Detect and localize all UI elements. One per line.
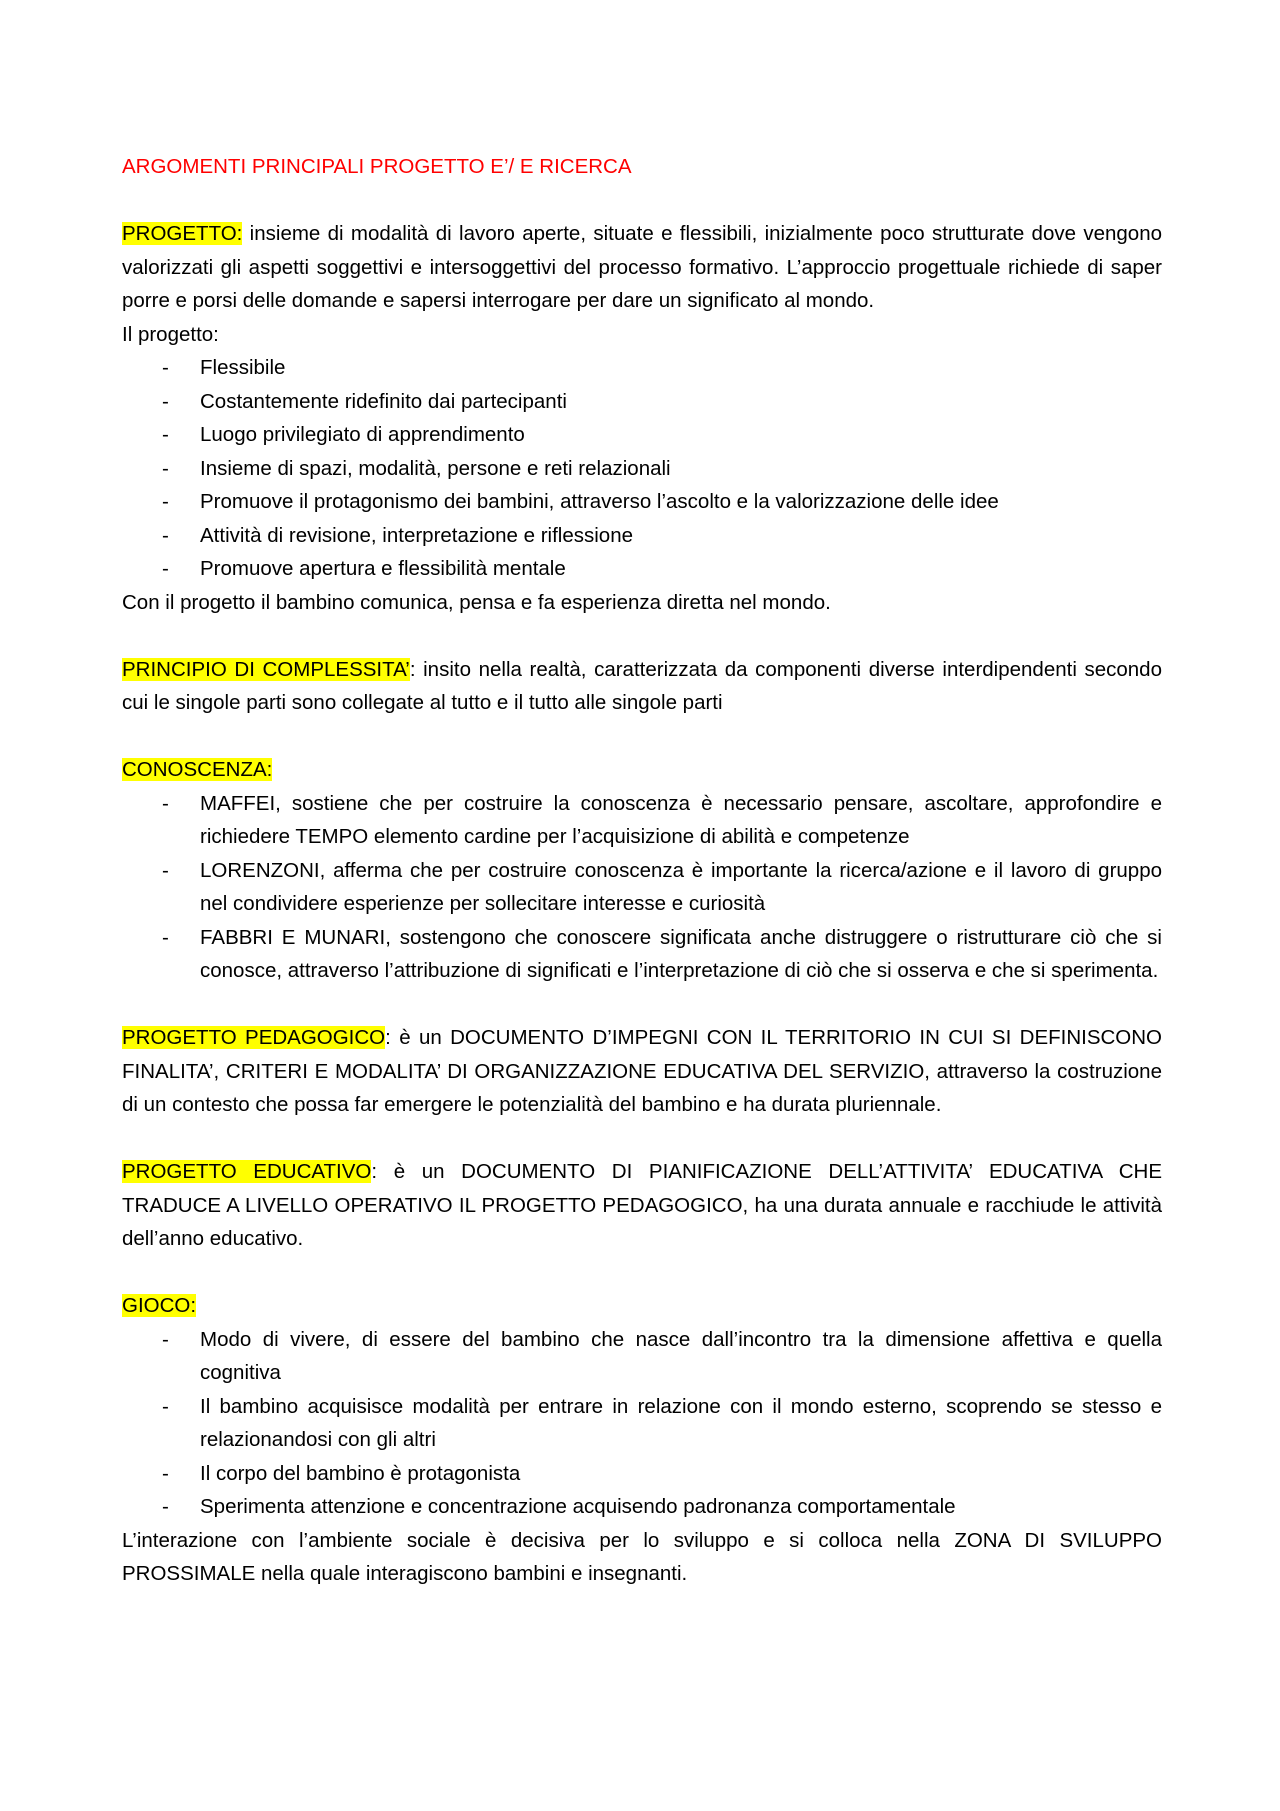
conoscenza-label: CONOSCENZA: <box>122 758 273 781</box>
progetto-closing: Con il progetto il bambino comunica, pensa e fa esperienza diretta nel mondo. <box>122 590 831 614</box>
dash-bullet: - <box>162 1394 169 1418</box>
gioco-heading <box>122 1289 1162 1323</box>
dash-bullet: - <box>162 490 169 513</box>
list-item <box>122 552 1162 586</box>
gioco-list <box>122 1323 1162 1524</box>
conoscenza-list <box>122 787 1162 988</box>
list-item <box>122 1457 1162 1491</box>
gioco-closing: L’interazione con l’ambiente sociale è decisiva per lo sviluppo e si colloca nella ZONA DI SVILUPPO PROSSIMALE nella quale interagiscono bambini e insegnanti. <box>122 1528 1162 1585</box>
spacer <box>122 988 1162 1022</box>
educativo-label: PROGETTO EDUCATIVO <box>122 1160 372 1183</box>
pedagogico-text: : è un DOCUMENTO D’IMPEGNI CON IL TERRITORIO IN CUI SI DEFINISCONO FINALITA’, CRITERI E MODALITA’ DI ORGANIZZAZIONE EDUCATIVA DEL SERVIZIO, attraverso la costruzione di un contesto che possa far emergere le potenzialità del bambino e ha durata pluriennale. <box>122 1026 1163 1116</box>
list-item-text: Il corpo del bambino è protagonista <box>200 1461 521 1485</box>
spacer <box>122 1256 1162 1290</box>
progetto-intro: Il progetto: <box>122 322 219 346</box>
complessita-paragraph <box>122 653 1162 720</box>
list-item <box>122 519 1162 553</box>
list-item <box>122 921 1162 988</box>
dash-bullet: - <box>162 858 169 882</box>
list-item-text: Attività di revisione, interpretazione e riflessione <box>200 523 633 547</box>
dash-bullet: - <box>162 1327 169 1351</box>
list-item-text: Modo di vivere, di essere del bambino che nasce dall’incontro tra la dimensione affettiva e quella cognitiva <box>200 1327 1162 1384</box>
list-item <box>122 854 1162 921</box>
list-item-text: Sperimenta attenzione e concentrazione acquisendo padronanza comportamentale <box>200 1495 956 1518</box>
list-item-text: Promuove il protagonismo dei bambini, attraverso l’ascolto e la valorizzazione delle idee <box>200 490 999 513</box>
list-item <box>122 485 1162 519</box>
dash-bullet: - <box>162 523 169 547</box>
dash-bullet: - <box>162 557 169 580</box>
list-item-text: Insieme di spazi, modalità, persone e reti relazionali <box>200 456 671 480</box>
list-item <box>122 1390 1162 1457</box>
progetto-text: insieme di modalità di lavoro aperte, situate e flessibili, inizialmente poco strutturate dove vengono valorizzati gli aspetti soggettivi e intersoggettivi del processo formativo. L’approccio progettuale richiede di saper porre e porsi delle domande e sapersi interrogare per dare un significato al mondo. <box>122 222 1162 312</box>
dash-bullet: - <box>162 791 169 815</box>
pedagogico-label: PROGETTO PEDAGOGICO <box>122 1026 386 1049</box>
conoscenza-heading <box>122 753 1162 787</box>
progetto-label: PROGETTO: <box>122 222 243 245</box>
list-item-text: Il bambino acquisisce modalità per entrare in relazione con il mondo esterno, scoprendo se stesso e relazionandosi con gli altri <box>200 1394 1162 1451</box>
spacer <box>122 619 1162 653</box>
list-item <box>122 418 1162 452</box>
list-item-text: Promuove apertura e flessibilità mentale <box>200 557 566 580</box>
list-item-text: LORENZONI, afferma che per costruire conoscenza è importante la ricerca/azione e il lavoro di gruppo nel condividere esperienze per sollecitare interesse e curiosità <box>200 858 1162 915</box>
list-item-text: Costantemente ridefinito dai partecipanti <box>200 389 567 413</box>
list-item <box>122 452 1162 486</box>
list-item <box>122 385 1162 419</box>
dash-bullet: - <box>162 356 169 379</box>
list-item <box>122 351 1162 385</box>
spacer <box>122 720 1162 754</box>
dash-bullet: - <box>162 925 169 949</box>
educativo-text: : è un DOCUMENTO DI PIANIFICAZIONE DELL’ATTIVITA’ EDUCATIVA CHE TRADUCE A LIVELLO OPERATIVO IL PROGETTO PEDAGOGICO, ha una durata annuale e racchiude le attività dell’anno educativo. <box>122 1160 1163 1250</box>
progetto-list <box>122 351 1162 586</box>
list-item-text: Flessibile <box>200 356 286 379</box>
complessita-label: PRINCIPIO DI COMPLESSITA’ <box>122 657 410 681</box>
progetto-paragraph <box>122 217 1162 318</box>
dash-bullet: - <box>162 1461 169 1485</box>
dash-bullet: - <box>162 423 169 446</box>
pedagogico-paragraph <box>122 1021 1162 1122</box>
spacer <box>122 184 1162 218</box>
spacer <box>122 1122 1162 1156</box>
educativo-paragraph <box>122 1155 1162 1256</box>
complessita-text: : insito nella realtà, caratterizzata da componenti diverse interdipendenti secondo cui le singole parti sono collegate al tutto e il tutto alle singole parti <box>122 657 1162 714</box>
document-page <box>122 150 1162 1591</box>
list-item <box>122 787 1162 854</box>
list-item-text: MAFFEI, sostiene che per costruire la conoscenza è necessario pensare, ascoltare, approfondire e richiedere TEMPO elemento cardine per l’acquisizione di abilità e competenze <box>200 791 1162 848</box>
list-item-text: FABBRI E MUNARI, sostengono che conoscere significata anche distruggere o ristrutturare ciò che si conosce, attraverso l’attribuzione di significati e l’interpretazione di ciò che si osserva e che si sperimenta. <box>200 925 1162 982</box>
list-item-text: Luogo privilegiato di apprendimento <box>200 423 525 446</box>
gioco-label: GIOCO: <box>122 1294 197 1317</box>
list-item <box>122 1490 1162 1524</box>
list-item <box>122 1323 1162 1390</box>
dash-bullet: - <box>162 1495 169 1518</box>
dash-bullet: - <box>162 389 169 413</box>
document-title: ARGOMENTI PRINCIPALI PROGETTO E’/ E RICERCA <box>122 155 632 178</box>
dash-bullet: - <box>162 456 169 480</box>
